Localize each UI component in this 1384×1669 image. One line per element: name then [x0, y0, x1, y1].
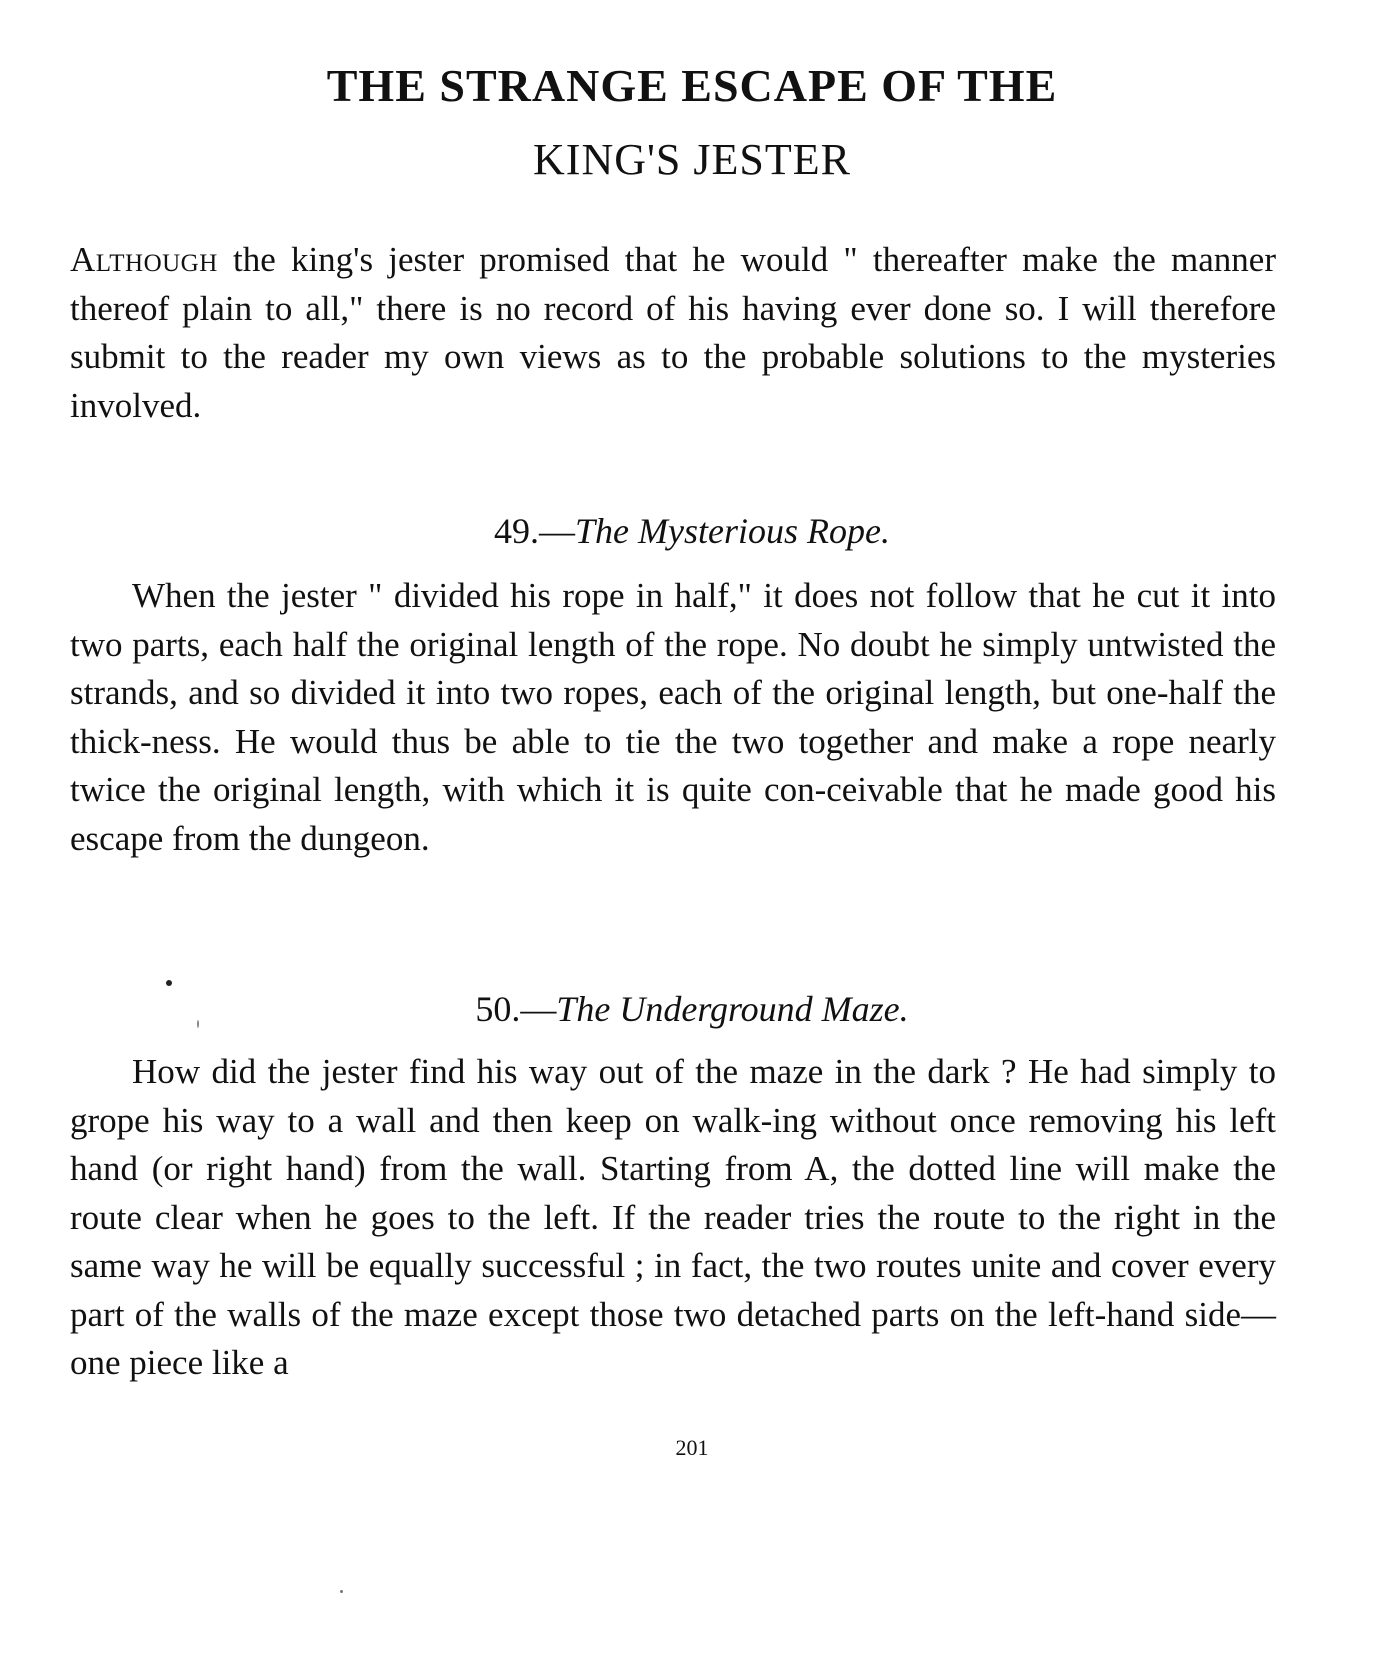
ink-speck — [166, 980, 172, 986]
intro-lead-word: Although — [70, 240, 218, 279]
chapter-title-line-1: THE STRANGE ESCAPE OF THE — [326, 60, 1058, 111]
intro-paragraph — [70, 236, 1276, 430]
chapter-title-line-2: KING'S JESTER — [533, 135, 851, 184]
section-title: The Underground Maze. — [556, 989, 909, 1029]
ink-speck — [340, 1590, 343, 1593]
section-body-49 — [70, 572, 1276, 863]
section-paragraph: How did the jester find his way out of the maze in the dark ? He had simply to grope his way to a wall and then keep on walk-ing without once removing his left hand (or right hand) from the wall. Starting from A, the dotted line will make the route clear when he goes to the left. If the reader tries the route to the right in the same way he will be equally successful ; in fact, the two routes unite and cover every part of the walls of the maze except those two detached parts on the left-hand side—one piece like a — [70, 1052, 1276, 1382]
section-number: 49.— — [494, 511, 576, 551]
section-title: The Mysterious Rope. — [575, 511, 890, 551]
section-heading-50 — [0, 985, 1384, 1033]
section-heading-49 — [0, 507, 1384, 555]
ink-speck — [197, 1020, 199, 1028]
page-number: 201 — [675, 1435, 709, 1460]
section-body-50 — [70, 1048, 1276, 1388]
intro-text: the king's jester promised that he would " thereafter make the manner thereof plain to all," there is no record of his having ever done so. I will therefore submit to the reader my own views as to the probable solutions to the mysteries involved. — [70, 240, 1276, 425]
section-number: 50.— — [475, 989, 557, 1029]
section-paragraph: When the jester " divided his rope in half," it does not follow that he cut it into two parts, each half the original length of the rope. No doubt he simply untwisted the strands, and so divided it into two ropes, each of the original length, but one-half the thick-ness. He would thus be able to tie the two together and make a rope nearly twice the original length, with which it is quite con-ceivable that he made good his escape from the dungeon. — [70, 576, 1276, 858]
